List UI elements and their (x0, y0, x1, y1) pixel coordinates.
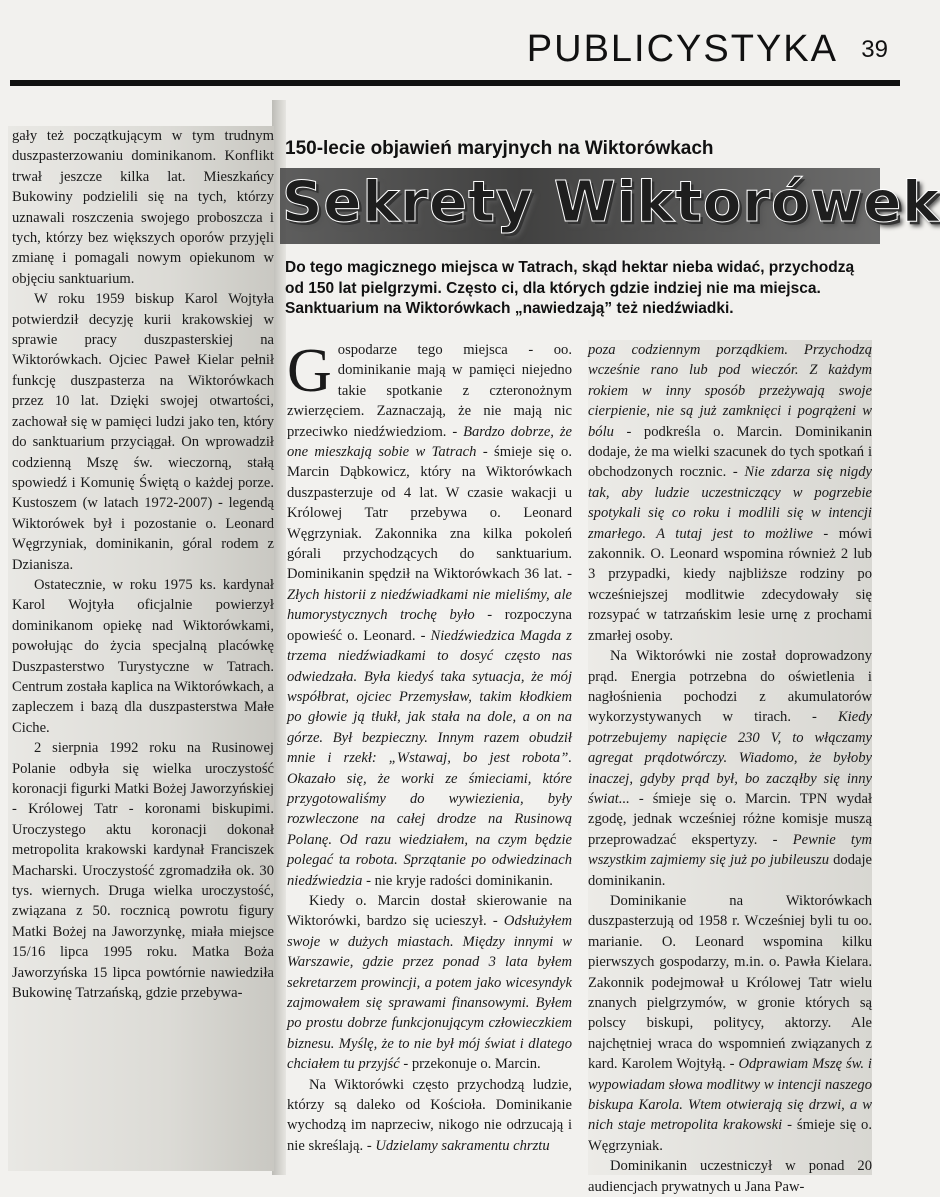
drop-cap: G (287, 337, 332, 405)
page-header (0, 0, 900, 92)
middle-column (287, 337, 572, 1175)
mid-paragraph: Kiedy o. Marcin dostał skierowanie na Wiktorówki, bardzo się ucieszył. - Odsłużyłem swoje w dużych miastach. Między innymi w Warszawie, gdzie przez ponad 3 lata byłem sekretarzem prowincji, a potem jako wicesyndyk zajmowałem się sprawami finansowymi. Byłem po prostu dobrze funkcjonującym człowieczkiem biznesu. Myślę, że to nie był mój świat i dlatego chciałem tu przyjść - przekonuje o. Marcin. (287, 892, 572, 1073)
left-paragraph: W roku 1959 biskup Karol Wojtyła potwierdził decyzję kurii krakowskiej w sprawie pracy duszpasterskiej na Wiktorówkach. Ojciec Paweł Kielar pełnił funkcję duszpasterza na Wiktorówkach przez 10 lat. Dzięki swojej otwartości, zachował się w pamięci ludzi jako ten, który do sanktuarium przyciągał. On wprowadził codzienną Mszę św. wieczorną, stałą spowiedź i Komunię Świętą o każdej porze. Kustoszem (w latach 1972-2007) - legendą Wiktorówek był i pozostanie o. Leonard Węgrzyniak, dominikanin, góral rodem z Dzianisza. (12, 291, 274, 573)
scan-shadow (272, 100, 286, 1175)
article-headline: Sekrety Wiktorówek (282, 170, 940, 235)
right-paragraph: poza codziennym porządkiem. Przychodzą wcześnie rano lub pod wieczór. Z każdym rokiem w inny sposób przeżywają swoje cierpienie, nie są już zamknięci i pogrążeni w bólu - podkreśla o. Marcin. Dominikanin dodaje, że ma wielki szacunek do tych spotkań i obchodzonych rocznic. - Nie zdarza się nigdy tak, aby ludzie uczestniczący w pogrzebie spotykali się co roku i modlili się w intencji zmarłego. A tutaj jest to możliwe - mówi zakonnik. O. Leonard wspomina również 2 lub 3 przypadki, kiedy najbliższe rodziny po wcześniejszej modlitwie zdecydowały się rozsypać w tatrzańskim lesie urnę z prochami zmarłej osoby. (588, 342, 872, 644)
mid-paragraph: Na Wiktorówki często przychodzą ludzie, którzy są daleko od Kościoła. Dominikanie wychodzą im naprzeciw, nikogo nie odrzucają i nie skreślają. - Udzielamy sakramentu chrztu (287, 1076, 572, 1154)
article-kicker: 150-lecie objawień maryjnych na Wiktorówkach (285, 138, 714, 159)
header-rule (10, 80, 900, 86)
page-number: 39 (861, 36, 888, 63)
left-paragraph: 2 sierpnia 1992 roku na Rusinowej Polanie odbyła się wielka uroczystość koronacji figurki Matki Bożej Jaworzyńskiej - Królowej Tatr - koronami biskupimi. Uroczystego aktu koronacji dokonał metropolita krakowski kardynał Franciszek Macharski. Uroczystość zgromadziła ok. 30 tys. wiernych. Druga wielka uroczystość, związana z 50. rocznicą powrotu figury Matki Bożej na Jaworzynkę, miała miejsce 15/16 lipca 1995 roku. Matka Boża Jaworzyńska 15 lipca powtórnie nawiedziła Bukowinę Tatrzańską, gdzie przebywa- (12, 740, 274, 1002)
right-paragraph: Na Wiktorówki nie został doprowadzony prąd. Energia potrzebna do oświetlenia i nagłośnienia pochodzi z akumulatorów wykorzystywanych w tirach. - Kiedy potrzebujemy napięcie 230 V, to włączamy agregat prądotwórczy. Wiadomo, że byłoby inaczej, gdyby prąd był, bo zacząłby się inny świat... - śmieje się o. Marcin. TPN wydał zgodę, jednak wcześniej różne komisje muszą przeprowadzać ekspertyzy. - Pewnie tym wszystkim zajmiemy się już po jubileuszu dodaje dominikanin. (588, 648, 873, 889)
article-lead: Do tego magicznego miejsca w Tatrach, skąd hektar nieba widać, przychodzą od 150 lat pielgrzymi. Często ci, dla których gdzie indziej nie ma miejsca. Sanktuarium na Wiktorówkach „nawiedzają” też niedźwiadki. (285, 259, 855, 317)
section-title: PUBLICYSTYKA (526, 28, 838, 70)
right-column (588, 340, 873, 1195)
right-paragraph: Dominikanin uczestniczył w ponad 20 audiencjach prywatnych u Jana Paw- (588, 1158, 872, 1195)
left-paragraph: gały też początkującym w tym trudnym duszpasterzowaniu dominikanom. Konflikt trwał jeszcze kilka lat. Mieszkańcy Bukowiny podzielili się na tych, którzy uznawali roszczenia swojego proboszcza i tych, którzy bez większych oporów przyjęli zmianę i pomagali nowym opiekunom w objęciu sanktuarium. (12, 128, 274, 287)
mid-paragraph: Gospodarze tego miejsca - oo. dominikanie mają w pamięci niejedno takie spotkanie z czteronożnym zwierzęciem. Zaznaczają, że nie mają nic przeciwko niedźwiedziom. - Bardzo dobrze, że one mieszkają sobie w Tatrach - śmieje się o. Marcin Dąbkowicz, który na Wiktorówkach duszpasterzuje od 4 lat. W czasie wakacji u Królowej Tatr przebywa o. Leonard Węgrzyniak. Zakonnika zna kilka pokoleń górali przychodzących do sanktuarium. Dominikanin spędził na Wiktorówkach 36 lat. - Złych historii z niedźwiadkami nie mieliśmy, ale humorystycznych trochę było - rozpoczyna opowieść o. Leonard. - Niedźwiedzica Magda z trzema niedźwiadkami to dosyć często nas odwiedzała. Była kiedyś taka sytuacja, że mój współbrat, ojciec Przemysław, takim kłodkiem po głowie ją tłukł, jak stała na dole, a on na górze. Był bezpieczny. Innym razem obudził mnie i rzekł: „Wstawaj, bo jest robota”. Okazało się, że worki ze śmieciami, które przygotowaliśmy do wywiezienia, były rozwleczone na całej drodze na Rusinową Polanę. Od razu wiedziałem, na czym będzie polegać ta robota. Sprzątanie po odwiedzinach niedźwiedzia - nie kryje radości dominikanin. (287, 337, 572, 889)
left-paragraph: Ostatecznie, w roku 1975 ks. kardynał Karol Wojtyła oficjalnie powierzył dominikanom opiekę nad Wiktorówkami, powołując do życia specjalną placówkę Duszpasterstwo Turystyczne w Tatrach. Centrum została kaplica na Wiktorówkach, a zapleczem i bazą dla duszpasterstwa Małe Ciche. (12, 576, 274, 736)
left-column (8, 126, 274, 1171)
right-paragraph: Dominikanie na Wiktorówkach duszpasterzują od 1958 r. Wcześniej byli tu oo. marianie. O. Leonard wspomina kilku pierwszych gospodarzy, m.in. o. Pawła Kielara. Zakonnik podejmował u Królowej Tatr wielu znanych pielgrzymów, w gronie których są polscy biskupi, politycy, aktorzy. Ale najchętniej wraca do wspomnień związanych z kard. Karolem Wojtyłą. - Odprawiam Mszę św. i wypowiadam słowa modlitwy w intencji naszego biskupa Karola. Wtem otwierają się drzwi, a w nich staje metropolita krakowski - śmieje się o. Węgrzyniak. (588, 892, 872, 1154)
